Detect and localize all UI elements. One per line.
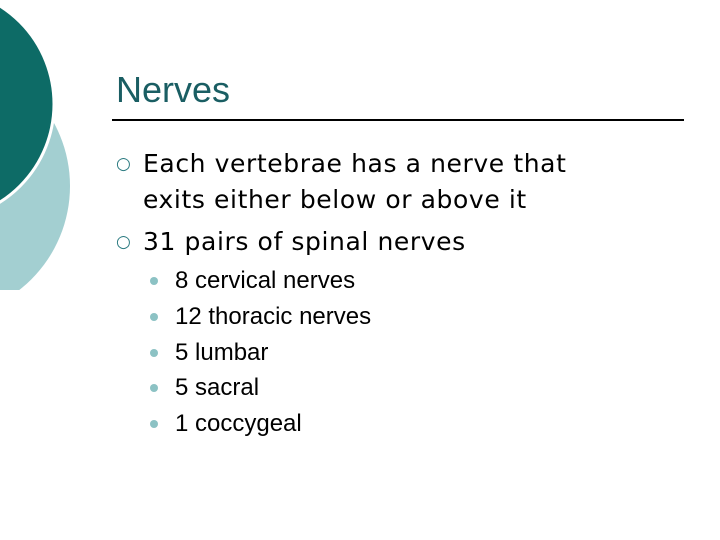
sub-bullet-text: 8 cervical nerves (175, 267, 356, 294)
dot-bullet-icon (150, 420, 158, 428)
bullet-text-continued: exits either below or above it (143, 185, 527, 214)
hollow-circle-bullet-icon: ○ (116, 154, 132, 174)
dot-bullet-icon (150, 384, 158, 392)
decorative-circles (0, 0, 80, 290)
sub-bullet-text: 5 lumbar (175, 339, 269, 366)
hollow-circle-bullet-icon: ○ (116, 232, 132, 252)
sub-bullet-text: 1 coccygeal (175, 410, 302, 437)
bullet-text: 31 pairs of spinal nerves (143, 227, 466, 256)
dot-bullet-icon (150, 313, 158, 321)
dot-bullet-icon (150, 277, 158, 285)
dot-bullet-icon (150, 349, 158, 357)
slide-title: Nerves (116, 69, 231, 110)
sub-bullet-text: 5 sacral (175, 374, 260, 401)
title-divider (112, 119, 684, 121)
bullet-text: Each vertebrae has a nerve that (143, 149, 567, 178)
sub-bullet-text: 12 thoracic nerves (175, 303, 372, 330)
